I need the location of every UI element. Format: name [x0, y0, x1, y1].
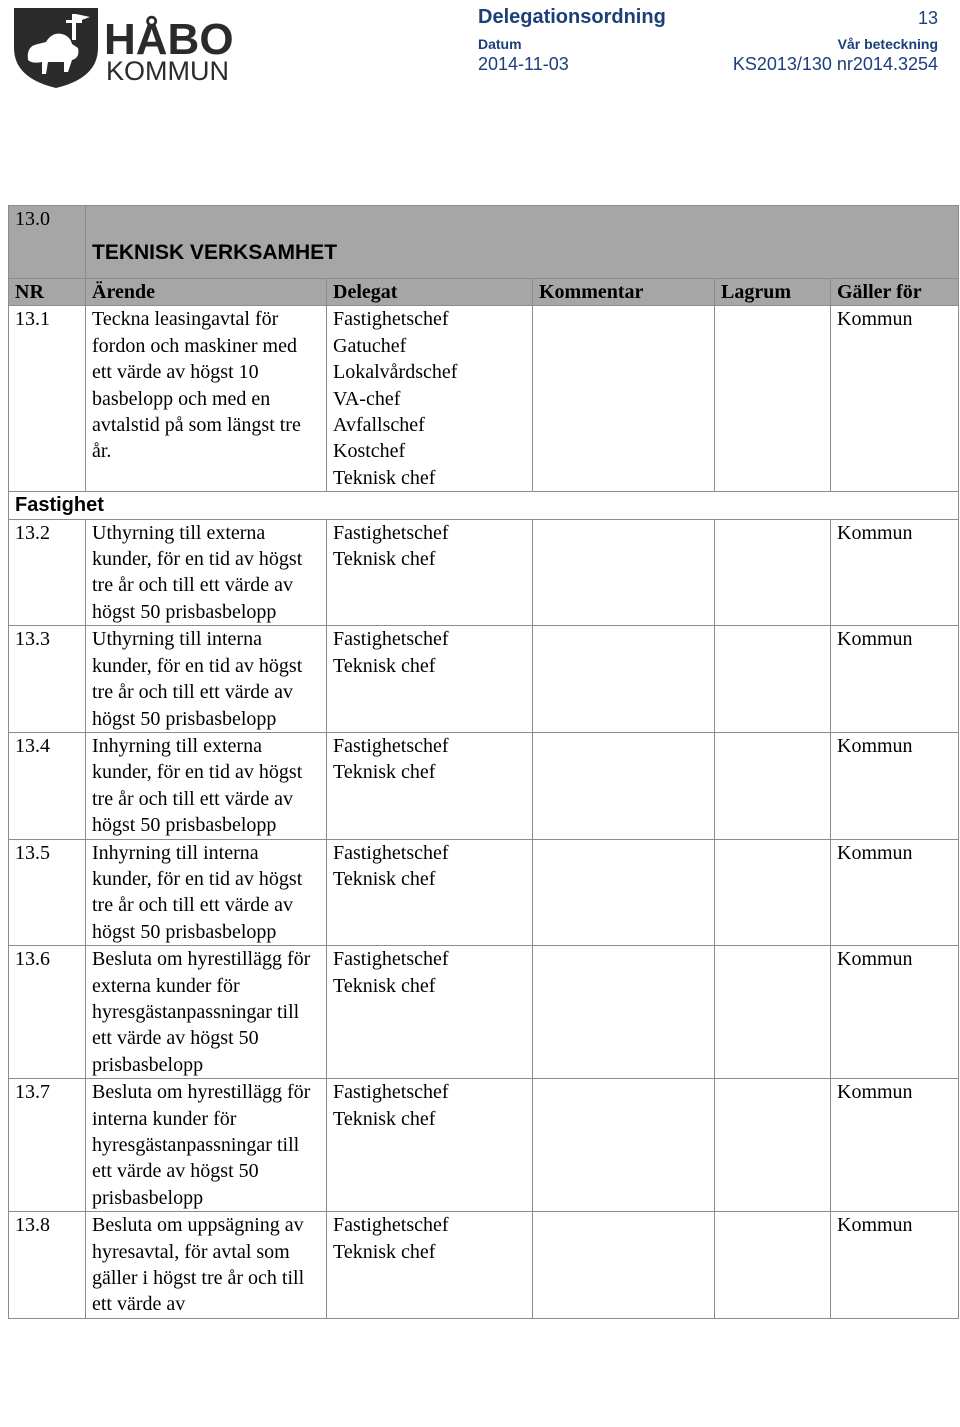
row-arende: Uthyrning till interna kunder, för en tid av högst tre år och till ett värde av högst 50 prisbasbelopp [86, 626, 327, 733]
coat-of-arms-icon [14, 8, 98, 88]
row-galler-for: Kommun [831, 306, 959, 492]
row-lagrum [715, 732, 831, 839]
delegat-item: Fastighetschef [333, 734, 449, 757]
row-lagrum [715, 839, 831, 946]
row-delegat [327, 1079, 533, 1212]
row-galler-for: Kommun [831, 732, 959, 839]
delegation-table [8, 205, 959, 1319]
logo-text-habo: HÅBO [104, 15, 234, 64]
row-delegat [327, 626, 533, 733]
row-galler-for: Kommun [831, 519, 959, 626]
page-number: 13 [917, 8, 938, 28]
date-label: Datum [478, 36, 522, 52]
delegat-item: Teknisk chef [333, 974, 436, 997]
delegat-item: Lokalvårdschef [333, 361, 458, 384]
delegat-item: Teknisk chef [333, 466, 436, 489]
row-lagrum [715, 1212, 831, 1319]
row-kommentar [533, 946, 715, 1079]
row-arende: Inhyrning till externa kunder, för en tid av högst tre år och till ett värde av högst 50 prisbasbelopp [86, 732, 327, 839]
row-nr: 13.7 [9, 1079, 86, 1212]
row-kommentar [533, 732, 715, 839]
column-header-arende: Ärende [86, 279, 327, 306]
subheading-fastighet: Fastighet [9, 492, 959, 519]
row-galler-for: Kommun [831, 626, 959, 733]
delegat-item: Teknisk chef [333, 1240, 436, 1263]
row-delegat [327, 519, 533, 626]
row-delegat [327, 839, 533, 946]
table-row [9, 519, 959, 626]
table-row [9, 732, 959, 839]
delegat-item: Gatuchef [333, 334, 407, 357]
subheading-row [9, 492, 959, 519]
row-galler-for: Kommun [831, 839, 959, 946]
row-arende: Teckna leasingavtal för fordon och maskiner med ett värde av högst 10 basbelopp och med en avtalstid på som längst tre år. [86, 306, 327, 492]
column-header-lagrum: Lagrum [715, 279, 831, 306]
row-lagrum [715, 519, 831, 626]
table-row [9, 626, 959, 733]
row-arende: Besluta om hyrestillägg för externa kunder för hyresgästanpassningar till ett värde av högst 50 prisbasbelopp [86, 946, 327, 1079]
delegat-item: Fastighetschef [333, 841, 449, 864]
row-lagrum [715, 1079, 831, 1212]
row-lagrum [715, 306, 831, 492]
section-title: TEKNISK VERKSAMHET [86, 206, 959, 279]
row-nr: 13.3 [9, 626, 86, 733]
row-delegat [327, 946, 533, 1079]
row-nr: 13.5 [9, 839, 86, 946]
row-kommentar [533, 1212, 715, 1319]
habo-kommun-logo [12, 2, 252, 90]
table-row [9, 839, 959, 946]
table-row [9, 946, 959, 1079]
row-lagrum [715, 626, 831, 733]
row-kommentar [533, 306, 715, 492]
row-arende: Inhyrning till interna kunder, för en tid av högst tre år och till ett värde av högst 50 prisbasbelopp [86, 839, 327, 946]
column-header-nr: NR [9, 279, 86, 306]
row-arende: Besluta om hyrestillägg för interna kunder för hyresgästanpassningar till ett värde av högst 50 prisbasbelopp [86, 1079, 327, 1212]
delegat-item: Avfallschef [333, 414, 425, 437]
table-row [9, 1079, 959, 1212]
delegat-item: Fastighetschef [333, 628, 449, 651]
delegat-item: Teknisk chef [333, 654, 436, 677]
row-nr: 13.2 [9, 519, 86, 626]
row-kommentar [533, 1079, 715, 1212]
delegat-item: Teknisk chef [333, 867, 436, 890]
delegat-item: Fastighetschef [333, 948, 449, 971]
delegat-item: Fastighetschef [333, 1081, 449, 1104]
delegat-item: Teknisk chef [333, 761, 436, 784]
row-kommentar [533, 626, 715, 733]
row-arende: Uthyrning till externa kunder, för en tid av högst tre år och till ett värde av högst 50 prisbasbelopp [86, 519, 327, 626]
row-kommentar [533, 839, 715, 946]
row-galler-for: Kommun [831, 1212, 959, 1319]
row-nr: 13.8 [9, 1212, 86, 1319]
row-lagrum [715, 946, 831, 1079]
column-header-galler-for: Gäller för [831, 279, 959, 306]
delegat-item: VA-chef [333, 387, 401, 410]
date-value: 2014-11-03 [478, 54, 569, 74]
document-title: Delegationsordning [478, 6, 666, 28]
row-nr: 13.6 [9, 946, 86, 1079]
delegat-item: Teknisk chef [333, 548, 436, 571]
delegat-item: Fastighetschef [333, 521, 449, 544]
column-header-row [9, 279, 959, 306]
row-delegat [327, 1212, 533, 1319]
reference-value: KS2013/130 nr2014.3254 [732, 54, 938, 74]
row-delegat [327, 306, 533, 492]
row-arende: Besluta om uppsägning av hyresavtal, för avtal som gäller i högst tre år och till ett värde av [86, 1212, 327, 1319]
delegat-item: Teknisk chef [333, 1107, 436, 1130]
delegat-item: Fastighetschef [333, 308, 449, 331]
row-galler-for: Kommun [831, 1079, 959, 1212]
table-row [9, 1212, 959, 1319]
section-header-row [9, 206, 959, 279]
row-galler-for: Kommun [831, 946, 959, 1079]
row-kommentar [533, 519, 715, 626]
column-header-delegat: Delegat [327, 279, 533, 306]
logo-text-kommun: KOMMUN [106, 56, 229, 86]
delegat-item: Fastighetschef [333, 1214, 449, 1237]
reference-label: Vår beteckning [837, 36, 938, 52]
section-number: 13.0 [9, 206, 86, 279]
row-nr: 13.1 [9, 306, 86, 492]
row-delegat [327, 732, 533, 839]
delegat-item: Kostchef [333, 440, 406, 463]
column-header-kommentar: Kommentar [533, 279, 715, 306]
table-row [9, 306, 959, 492]
row-nr: 13.4 [9, 732, 86, 839]
